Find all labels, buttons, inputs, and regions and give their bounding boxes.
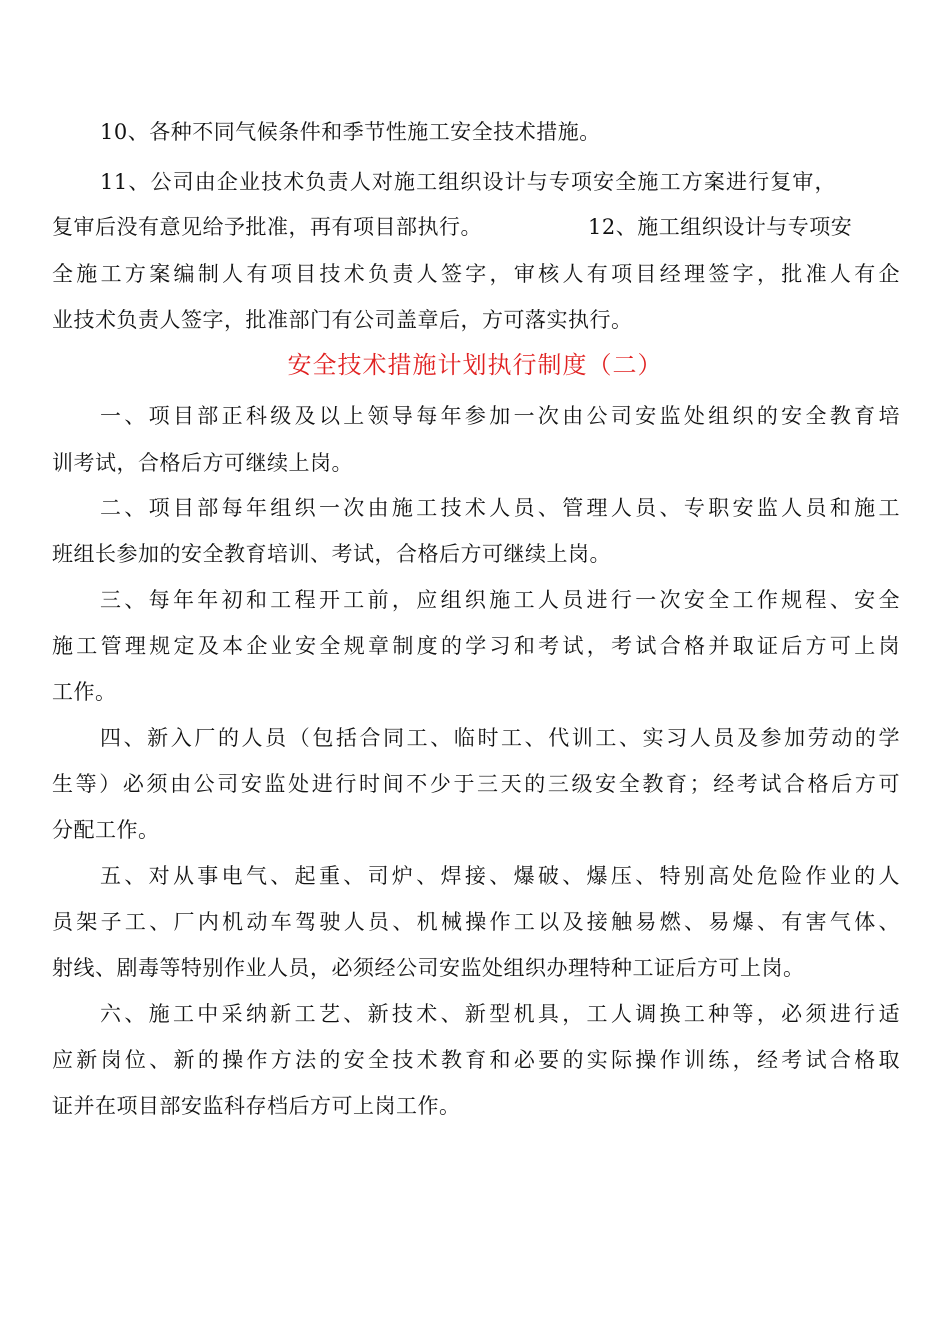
paragraph-line: 10、各种不同气候条件和季节性施工安全技术措施。 (100, 120, 601, 144)
paragraph-line: 员架子工、厂内机动车驾驶人员、机械操作工以及接触易燃、易爆、有害气体、 (52, 910, 900, 934)
paragraph-line: 复审后没有意见给予批准，再有项目部执行。 (52, 215, 482, 239)
paragraph-line: 二、项目部每年组织一次由施工技术人员、管理人员、专职安监人员和施工 (100, 496, 900, 520)
paragraph-line: 全施工方案编制人有项目技术负责人签字，审核人有项目经理签字，批准人有企 (52, 262, 900, 286)
paragraph-line: 班组长参加的安全教育培训、考试，合格后方可继续上岗。 (52, 542, 611, 566)
paragraph-line: 一、项目部正科级及以上领导每年参加一次由公司安监处组织的安全教育培 (100, 404, 900, 428)
paragraph-line: 射线、剧毒等特别作业人员，必须经公司安监处组织办理特种工证后方可上岗。 (52, 956, 805, 980)
paragraph-line: 施工管理规定及本企业安全规章制度的学习和考试，考试合格并取证后方可上岗 (52, 634, 900, 658)
paragraph-line: 五、对从事电气、起重、司炉、焊接、爆破、爆压、特别高处危险作业的人 (100, 864, 900, 888)
paragraph-line: 三、每年年初和工程开工前，应组织施工人员进行一次安全工作规程、安全 (100, 588, 900, 612)
paragraph-line: 11、公司由企业技术负责人对施工组织设计与专项安全施工方案进行复审， (100, 170, 836, 194)
paragraph-line: 应新岗位、新的操作方法的安全技术教育和必要的实际操作训练，经考试合格取 (52, 1048, 900, 1072)
paragraph-line: 业技术负责人签字，批准部门有公司盖章后，方可落实执行。 (52, 308, 633, 332)
paragraph-line: 六、施工中采纳新工艺、新技术、新型机具，工人调换工种等，必须进行适 (100, 1002, 900, 1026)
paragraph-line: 分配工作。 (52, 818, 160, 842)
section-title: 安全技术措施计划执行制度（二） (287, 351, 663, 379)
paragraph-line: 证并在项目部安监科存档后方可上岗工作。 (52, 1094, 461, 1118)
paragraph-line: 工作。 (52, 680, 117, 704)
paragraph-line: 训考试，合格后方可继续上岗。 (52, 451, 353, 475)
paragraph-line: 生等）必须由公司安监处进行时间不少于三天的三级安全教育；经考试合格后方可 (52, 772, 900, 796)
paragraph-line: 12、施工组织设计与专项安 (588, 215, 853, 239)
paragraph-line: 四、新入厂的人员（包括合同工、临时工、代训工、实习人员及参加劳动的学 (100, 726, 900, 750)
